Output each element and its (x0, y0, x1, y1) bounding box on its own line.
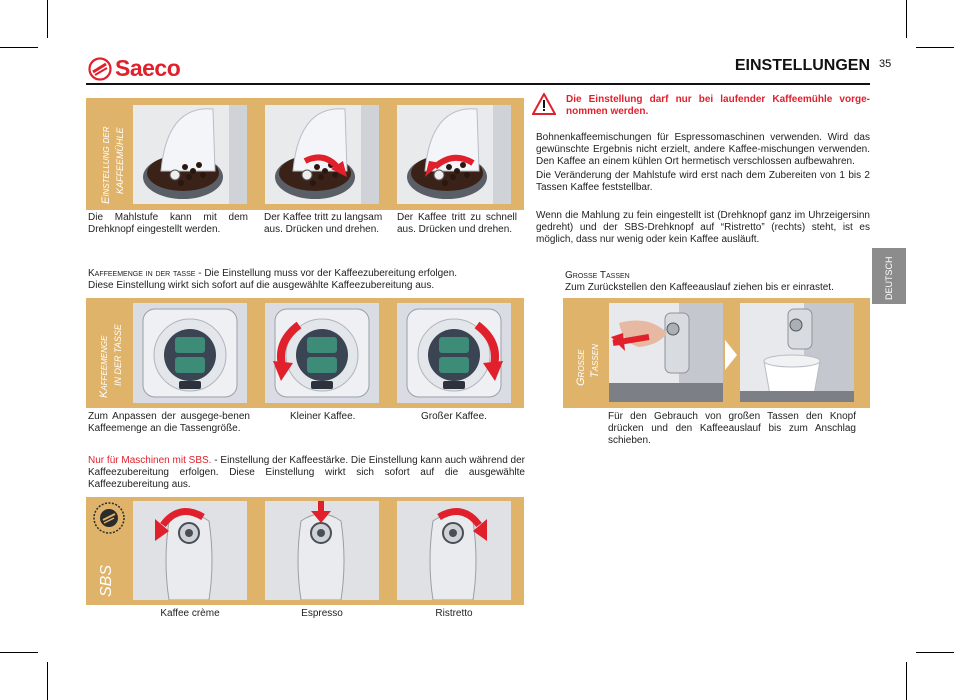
cups-heading: Grosse Tassen (565, 270, 630, 281)
amount-photo-1 (133, 303, 247, 403)
amount-vertical-label-2 (112, 324, 125, 386)
crop-mark (0, 47, 38, 48)
amount-caption-1: Zum Anpassen der ausgege-benen Kaffeemenge an die Tassengröße. (88, 411, 250, 434)
saeco-logo (88, 56, 198, 82)
page-title: EINSTELLUNGEN (734, 57, 870, 74)
cups-line2: Zum Zurückstellen den Kaffeeauslauf ziehen bis er einrastet. (565, 282, 834, 293)
cups-photo-1 (609, 303, 723, 402)
grinder-vertical-label (100, 126, 113, 204)
sbs-intro-rest: - Einstellung der Kaffeestärke. Die Einstellung kann auch während der Kaffeezubereitung erfolgen. Diese Einstellung wirkt sich sofort auf die ausgewählte Kaffeezubereitung aus. (88, 455, 526, 490)
sbs-caption-3: Ristretto (435, 608, 473, 619)
grinder-vertical-label-line2: KAFFEEMÜHLE (115, 127, 125, 194)
spout-hand-illustration (609, 303, 723, 402)
next-step-chevron-icon (725, 340, 737, 370)
amount-line2: Diese Einstellung wirkt sich sofort auf die ausgewählte Kaffeezubereitung aus. (88, 280, 435, 291)
cups-vertical-label-line1: Grosse (575, 349, 587, 386)
sbs-intro (88, 455, 525, 491)
crop-mark (47, 0, 48, 38)
crop-mark (916, 47, 954, 48)
sbs-photo-2 (265, 501, 379, 600)
language-tab (872, 248, 906, 304)
amount-heading-title: Kaffeemenge in der tasse (88, 268, 196, 279)
sbs-knob-illustration (397, 501, 511, 600)
amount-vertical-label-line2: IN DER TASSE (113, 324, 123, 386)
sbs-caption-2: Espresso (301, 608, 343, 619)
grinder-caption-1: Die Mahlstufe kann mit dem Drehknopf eingestellt werden. (88, 212, 248, 235)
cups-photo-2 (740, 303, 854, 402)
saeco-logo-icon (88, 57, 112, 81)
cups-caption: Für den Gebrauch von großen Tassen den Knopf drücken und den Kaffeeauslauf bis zum Anschlag schieben. (608, 411, 856, 446)
sbs-emblem-icon (92, 501, 126, 535)
amount-heading-rest: - Die Einstellung muss vor der Kaffeezubereitung erfolgen. (195, 268, 458, 279)
crop-mark (916, 652, 954, 653)
amount-caption-2: Kleiner Kaffee. (290, 411, 356, 422)
control-panel-illustration (397, 303, 511, 403)
logo-text: Saeco (115, 55, 181, 81)
sbs-photo-3 (397, 501, 511, 600)
crop-mark (906, 662, 907, 700)
cups-vertical-label (575, 349, 588, 386)
language-tab-label: DEUTSCH (884, 256, 894, 300)
crop-mark (47, 662, 48, 700)
sbs-vertical-label: SBS (98, 564, 115, 597)
cups-vertical-label-line2: Tassen (589, 344, 601, 378)
cups-vertical-label-2 (589, 344, 602, 378)
sbs-photo-1 (133, 501, 247, 600)
crop-mark (906, 0, 907, 38)
sbs-knob-illustration (265, 501, 379, 600)
grinder-caption-3: Der Kaffee tritt zu schnell aus. Drücken und drehen. (397, 212, 517, 235)
grinder-vertical-label-2 (114, 127, 127, 194)
page-number: 35 (879, 58, 892, 70)
grinder-illustration (133, 105, 247, 204)
amount-vertical-label-line1: Kaffeemenge (98, 335, 110, 398)
grinder-illustration (265, 105, 379, 204)
grinder-photo-2 (265, 105, 379, 204)
large-cup-illustration (740, 303, 854, 402)
grinder-info-para3: Wenn die Mahlung zu fein eingestellt ist (Drehknopf ganz im Uhrzeigersinn gedreht) und der SBS-Drehknopf auf “Ristretto” (rechts) steht, ist es möglich, dass nur wenig oder kein Kaffee ausläuft. (536, 210, 870, 245)
grinder-photo-3 (397, 105, 511, 204)
amount-caption-3: Großer Kaffee. (421, 411, 487, 422)
grinder-photo-1 (133, 105, 247, 204)
sbs-knob-illustration (133, 501, 247, 600)
sbs-caption-1: Kaffee crème (160, 608, 220, 619)
control-panel-illustration (133, 303, 247, 403)
header-rule (86, 83, 870, 85)
crop-mark (0, 652, 38, 653)
grinder-vertical-label-line1: Einstellung der (100, 126, 112, 204)
amount-photo-2 (265, 303, 379, 403)
amount-photo-3 (397, 303, 511, 403)
grinder-info-para2: Die Veränderung der Mahlstufe wird erst nach dem Zubereiten von 1 bis 2 Tassen Kaffee feststellbar. (536, 170, 870, 193)
grinder-illustration (397, 105, 511, 204)
grinder-caption-2: Der Kaffee tritt zu langsam aus. Drücken und drehen. (264, 212, 383, 235)
amount-vertical-label (98, 336, 111, 398)
warning-icon (532, 93, 556, 115)
amount-heading (88, 268, 528, 280)
warning-text: Die Einstellung darf nur bei laufender Kaffeemühle vorge-nommen werden. (566, 94, 870, 117)
sbs-intro-red: Nur für Maschinen mit SBS. (88, 455, 212, 466)
grinder-info-para1: Bohnenkaffeemischungen für Espressomaschinen verwenden. Wird das gewünschte Ergebnis nicht erzielt, andere Kaffee-mischungen verwenden. Den Kaffee an einem kühlen Ort hermetisch verschlossen aufbewahren. (536, 132, 870, 167)
control-panel-illustration (265, 303, 379, 403)
